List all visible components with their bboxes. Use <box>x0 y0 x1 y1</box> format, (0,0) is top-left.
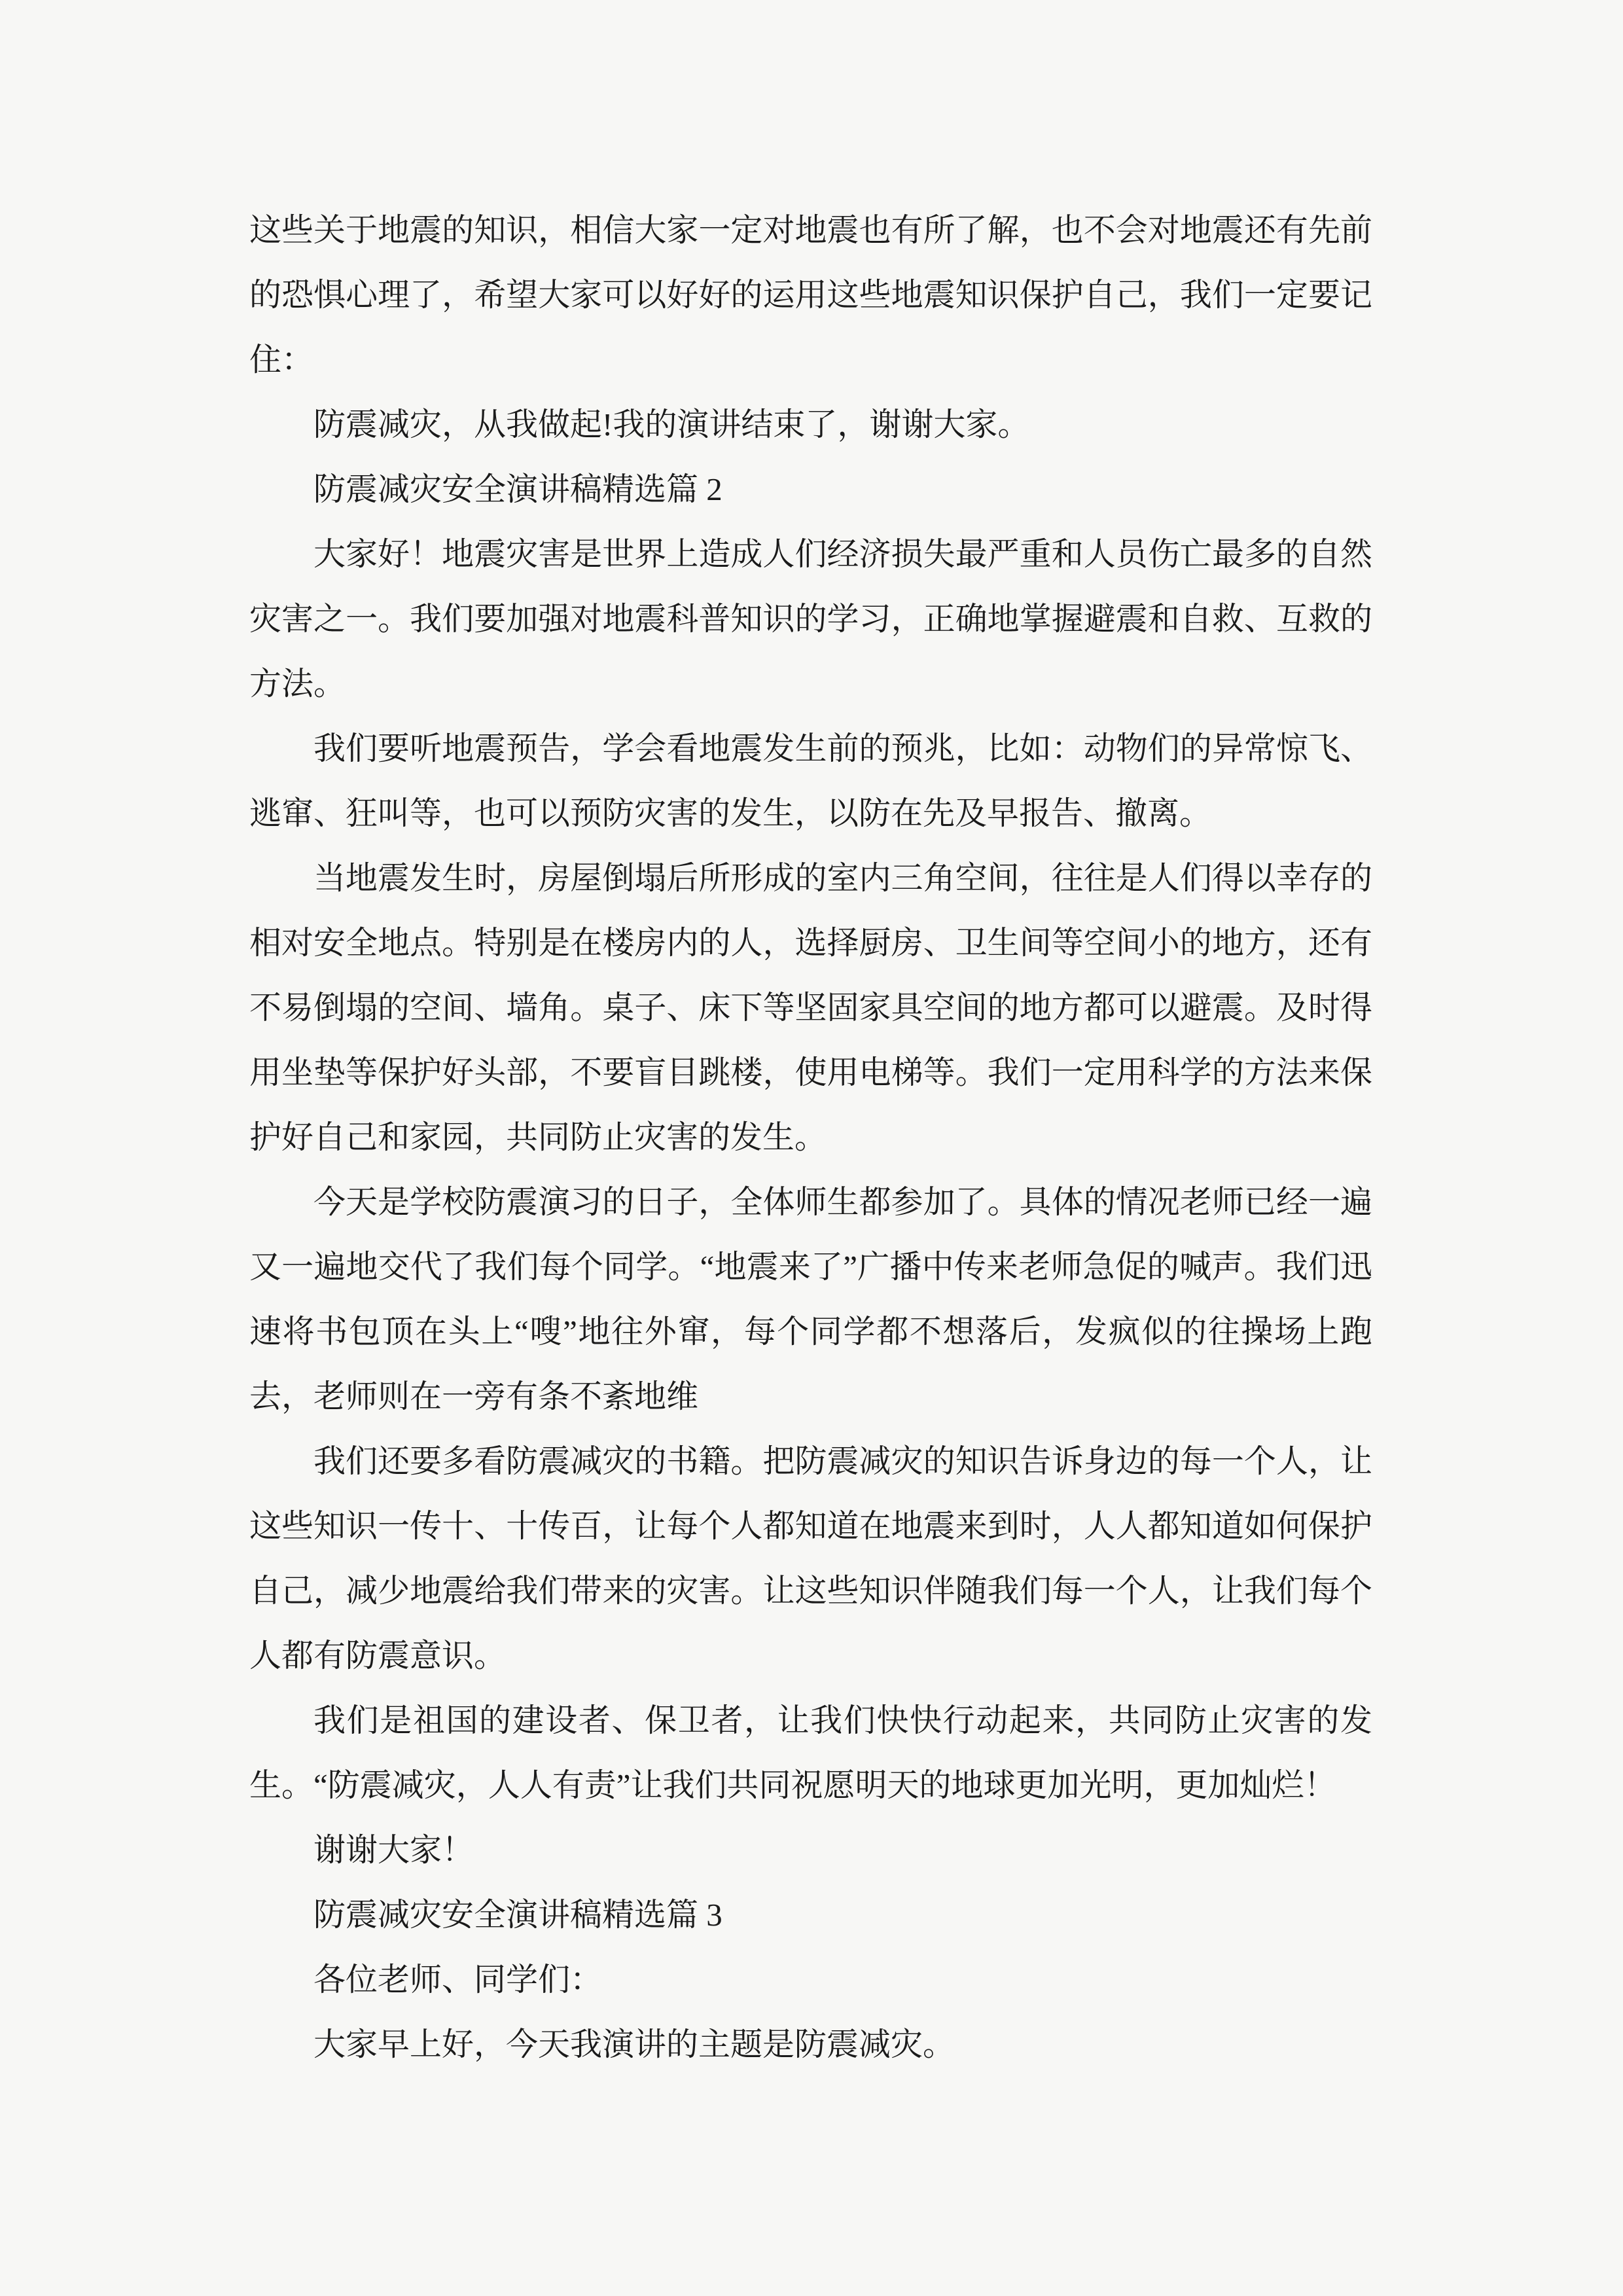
paragraph: 防震减灾，从我做起!我的演讲结束了，谢谢大家。 <box>313 406 1030 442</box>
paragraph: 防震减灾安全演讲稿精选篇 3 <box>313 1897 722 1933</box>
paragraph: 各位老师、同学们： <box>313 1962 603 1998</box>
paragraph: 当地震发生时，房屋倒塌后所形成的室内三角空间，往往是人们得以幸存的相对安全地点。特别是在楼房内的人，选择厨房、卫生间等空间小的地方，还有不易倒塌的空间、墙角。桌子、床下等坚固家具空间的地方都可以避震。及时得用坐垫等保护好头部，不要盲目跳楼，使用电梯等。我们一定用科学的方法来保护好自己和家园，共同防止灾害的发生。 <box>249 860 1372 1155</box>
paragraph: 这些关于地震的知识，相信大家一定对地震也有所了解，也不会对地震还有先前的恐惧心理了，希望大家可以好好的运用这些地震知识保护自己，我们一定要记住： <box>249 212 1372 378</box>
paragraph: 我们是祖国的建设者、保卫者，让我们快快行动起来，共同防止灾害的发生。“防震减灾，人人有责”让我们共同祝愿明天的地球更加光明，更加灿烂！ <box>249 1702 1372 1803</box>
paragraph: 今天是学校防震演习的日子，全体师生都参加了。具体的情况老师已经一遍又一遍地交代了我们每个同学。“地震来了”广播中传来老师急促的喊声。我们迅速将书包顶在头上“嗖”地往外窜，每个同学都不想落后，发疯似的往操场上跑去，老师则在一旁有条不紊地维 <box>249 1184 1372 1414</box>
paragraph: 我们还要多看防震减灾的书籍。把防震减灾的知识告诉身边的每一个人，让这些知识一传十、十传百，让每个人都知道在地震来到时，人人都知道如何保护自己，减少地震给我们带来的灾害。让这些知识伴随我们每一个人，让我们每个人都有防震意识。 <box>249 1443 1372 1674</box>
paragraph: 防震减灾安全演讲稿精选篇 2 <box>313 471 722 507</box>
paragraph: 大家早上好，今天我演讲的主题是防震减灾。 <box>313 2026 955 2062</box>
document-body <box>249 198 1372 2077</box>
paragraph: 大家好！地震灾害是世界上造成人们经济损失最严重和人员伤亡最多的自然灾害之一。我们要加强对地震科普知识的学习，正确地掌握避震和自救、互救的方法。 <box>249 536 1372 702</box>
paragraph: 我们要听地震预告，学会看地震发生前的预兆，比如：动物们的异常惊飞、逃窜、狂叫等，也可以预防灾害的发生，以防在先及早报告、撤离。 <box>249 730 1372 831</box>
paragraph: 谢谢大家！ <box>313 1832 474 1868</box>
